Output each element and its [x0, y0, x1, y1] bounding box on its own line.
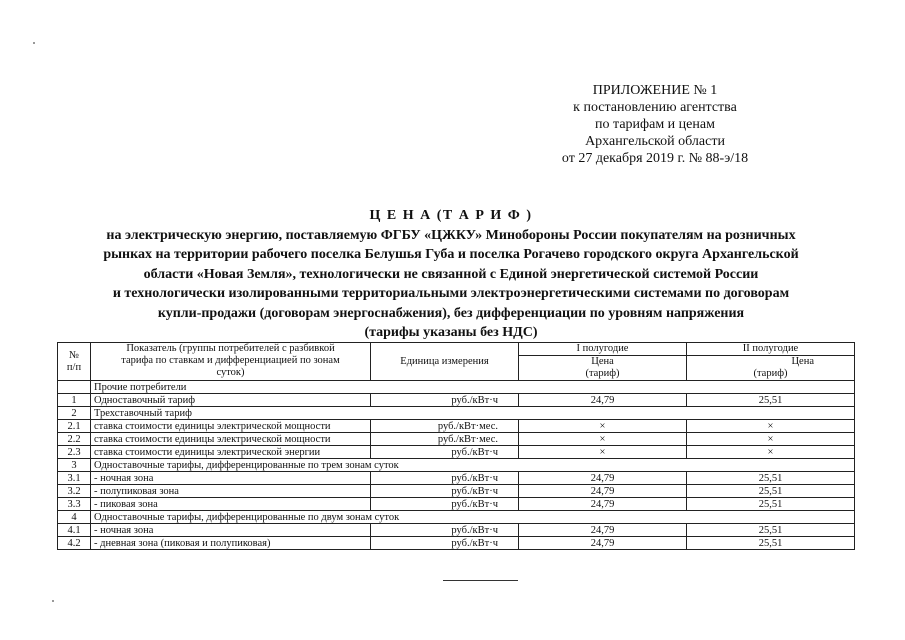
header-tariff-1: (тариф)	[519, 368, 687, 381]
table-row	[58, 420, 855, 433]
table-row	[58, 394, 855, 407]
cell-number: 3.3	[58, 498, 91, 511]
cell-unit: руб./кВт·ч	[371, 394, 519, 407]
table-section-row	[58, 511, 855, 524]
table-body	[58, 381, 855, 550]
cell-half2: ×	[687, 433, 855, 446]
table-section-row	[58, 381, 855, 394]
title-line: рынках на территории рабочего поселка Белушья Губа и поселка Рогачево городского округа Архангельской	[103, 247, 799, 262]
table-section-row	[58, 459, 855, 472]
cell-half1: ×	[519, 433, 687, 446]
cell-unit: руб./кВт·ч	[371, 485, 519, 498]
cell-indicator: ставка стоимости единицы электрической мощности	[91, 420, 371, 433]
cell-half2: 25,51	[687, 537, 855, 550]
cell-number: 4.2	[58, 537, 91, 550]
cell-number	[58, 381, 91, 394]
cell-section-label: Одноставочные тарифы, дифференцированные по трем зонам суток	[91, 459, 855, 472]
header-indicator	[91, 343, 371, 381]
appendix-line: ПРИЛОЖЕНИЕ № 1	[592, 83, 718, 98]
table-row	[58, 485, 855, 498]
cell-half1: 24,79	[519, 472, 687, 485]
cell-half1: ×	[519, 446, 687, 459]
header-indicator-line: Показатель (группы потребителей с разбивкой	[126, 343, 335, 354]
header-number-line: №	[68, 349, 80, 361]
cell-half1: 24,79	[519, 394, 687, 407]
table-row	[58, 524, 855, 537]
table-row	[58, 472, 855, 485]
document-title-block	[40, 206, 862, 343]
header-half1: I полугодие	[519, 343, 687, 356]
cell-number: 2	[58, 407, 91, 420]
appendix-line: по тарифам и ценам	[595, 117, 715, 132]
table-row	[58, 446, 855, 459]
title-line: купли-продажи (договорам энергоснабжения), без дифференциации по уровням напряжения	[157, 305, 745, 321]
cell-unit: руб./кВт·мес.	[371, 433, 519, 446]
cell-indicator: Одноставочный тариф	[91, 394, 371, 407]
cell-indicator: - дневная зона (пиковая и полупиковая)	[91, 537, 371, 550]
title-line: (тарифы указаны без НДС)	[364, 325, 538, 340]
cell-unit: руб./кВт·ч	[371, 498, 519, 511]
cell-half2: 25,51	[687, 498, 855, 511]
tariff-table	[57, 342, 855, 550]
table-row	[58, 498, 855, 511]
cell-half2: 25,51	[687, 472, 855, 485]
cell-indicator: ставка стоимости единицы электрической энергии	[91, 446, 371, 459]
cell-half1: 24,79	[519, 485, 687, 498]
scan-speck	[33, 42, 35, 44]
cell-number: 3.1	[58, 472, 91, 485]
cell-indicator: ставка стоимости единицы электрической мощности	[91, 433, 371, 446]
header-indicator-line: тарифа по ставкам и дифференциацией по зонам	[121, 355, 340, 366]
header-price-2: Цена	[687, 356, 855, 369]
scan-speck	[52, 600, 54, 602]
cell-unit: руб./кВт·ч	[371, 524, 519, 537]
cell-number: 2.3	[58, 446, 91, 459]
cell-indicator: - ночная зона	[91, 472, 371, 485]
cell-half2: ×	[687, 446, 855, 459]
cell-unit: руб./кВт·ч	[371, 472, 519, 485]
cell-unit: руб./кВт·ч	[371, 446, 519, 459]
appendix-block	[520, 82, 790, 167]
cell-half1: 24,79	[519, 537, 687, 550]
cell-half1: 24,79	[519, 524, 687, 537]
table-row	[58, 537, 855, 550]
table-row	[58, 433, 855, 446]
header-price-1: Цена	[519, 356, 687, 369]
cell-indicator: - ночная зона	[91, 524, 371, 537]
cell-section-label: Одноставочные тарифы, дифференцированные по двум зонам суток	[91, 511, 855, 524]
header-indicator-line: суток)	[216, 367, 245, 378]
cell-section-label: Трехставочный тариф	[91, 407, 855, 420]
header-number-line: п/п	[66, 361, 82, 373]
appendix-line: Архангельской области	[585, 134, 725, 149]
table-section-row	[58, 407, 855, 420]
cell-number: 3.2	[58, 485, 91, 498]
header-tariff-2: (тариф)	[687, 368, 855, 381]
cell-indicator: - полупиковая зона	[91, 485, 371, 498]
cell-indicator: - пиковая зона	[91, 498, 371, 511]
title-line: и технологически изолированными территориальными электроэнергетическими системами по договорам	[112, 286, 790, 301]
cell-number: 3	[58, 459, 91, 472]
cell-half2: 25,51	[687, 485, 855, 498]
document-title: Ц Е Н А (Т А Р И Ф )	[369, 208, 533, 223]
cell-number: 1	[58, 394, 91, 407]
appendix-line: к постановлению агентства	[573, 100, 737, 115]
table-header	[58, 343, 855, 381]
cell-half1: 24,79	[519, 498, 687, 511]
cell-unit: руб./кВт·мес.	[371, 420, 519, 433]
cell-unit: руб./кВт·ч	[371, 537, 519, 550]
cell-half2: ×	[687, 420, 855, 433]
header-half2: II полугодие	[687, 343, 855, 356]
cell-section-label: Прочие потребители	[91, 381, 855, 394]
cell-number: 2.1	[58, 420, 91, 433]
title-line: на электрическую энергию, поставляемую ФГБУ «ЦЖКУ» Минобороны России покупателям на розничных	[106, 227, 796, 243]
header-unit: Единица измерения	[371, 343, 519, 381]
cell-half2: 25,51	[687, 524, 855, 537]
cell-number: 4	[58, 511, 91, 524]
title-line: области «Новая Земля», технологически не связанной с Единой энергетической системой России	[143, 266, 759, 282]
header-number	[58, 343, 91, 381]
cell-number: 4.1	[58, 524, 91, 537]
footer-divider	[443, 580, 518, 581]
cell-number: 2.2	[58, 433, 91, 446]
cell-half2: 25,51	[687, 394, 855, 407]
cell-half1: ×	[519, 420, 687, 433]
appendix-line: от 27 декабря 2019 г. № 88-э/18	[561, 151, 749, 166]
